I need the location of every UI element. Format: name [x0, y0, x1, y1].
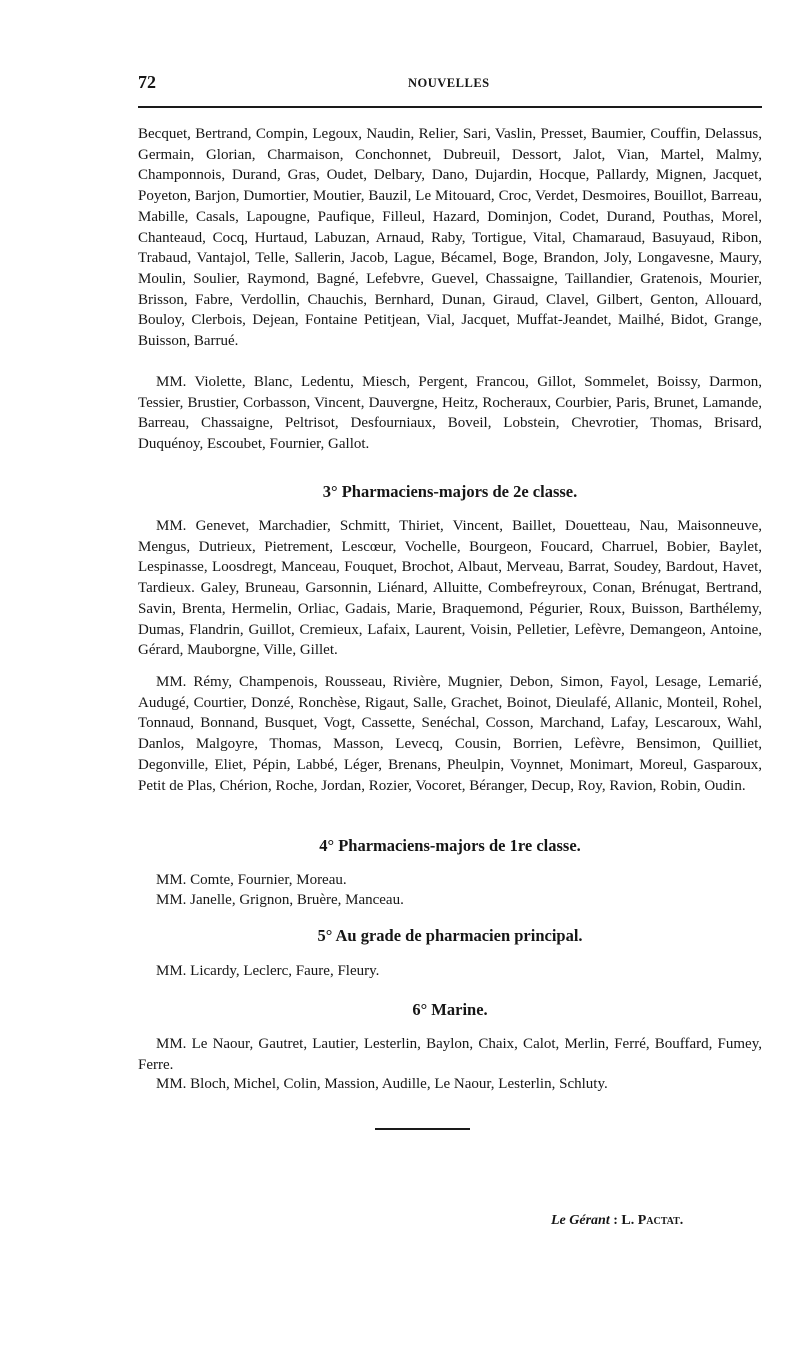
section-heading-5: 5° Au grade de pharmacien principal. [317, 926, 583, 945]
page-number: 72 [138, 72, 156, 92]
signature [551, 1213, 683, 1229]
paragraph-le-naour: MM. Le Naour, Gautret, Lautier, Lesterlin, Baylon, Chaix, Calot, Merlin, Ferré, Bouffard, Fumey, Ferre. [138, 1036, 762, 1073]
header-rule [138, 106, 762, 108]
paragraph-comte: MM. Comte, Fournier, Moreau. [156, 872, 347, 888]
section-heading-6: 6° Marine. [412, 1000, 488, 1019]
page-header [138, 72, 762, 94]
paragraph-licardy: MM. Licardy, Leclerc, Faure, Fleury. [156, 963, 380, 979]
paragraph-genevet: MM. Genevet, Marchadier, Schmitt, Thiriet, Vincent, Baillet, Douetteau, Nau, Maisonneuve, Mengus, Dutrieux, Pietrement, Lescœur, Vochelle, Bourgeon, Foucard, Charruel, Bobier, Baylet, Lespinasse, Loosdregt, Manceau, Fouquet, Brochot, Albaut, Merveau, Barrat, Soudey, Bardout, Havet, Tardieux. Galey, Bruneau, Garsonnin, Liénard, Alluitte, Combefreyroux, Conan, Brénugat, Bertrand, Savin, Brenta, Hermelin, Orliac, Gadais, Marie, Braquemond, Pégurier, Roux, Buisson, Barthélemy, Dumas, Flandrin, Guillot, Cremieux, Lafaix, Laurent, Voisin, Pelletier, Lefèvre, Demangeon, Antoine, Gérard, Mauborgne, Ville, Gillet. [138, 518, 762, 659]
section-heading-3: 3° Pharmaciens-majors de 2e classe. [322, 482, 578, 501]
signature-name: L. Pactat. [621, 1213, 684, 1228]
paragraph-remy: MM. Rémy, Champenois, Rousseau, Rivière, Mugnier, Debon, Simon, Fayol, Lesage, Lemarié, Audugé, Courtier, Donzé, Ronchèse, Rigaut, Salle, Grachet, Boinot, Dieulafé, Allanic, Monteil, Rohel, Tonnaud, Bonnand, Busquet, Vogt, Cassette, Senéchal, Cosson, Marchand, Lafay, Lescaroux, Wahl, Danlos, Malgoyre, Thomas, Masson, Levecq, Cousin, Borrien, Lefèvre, Bensimon, Quilliet, Degonville, Eliet, Pépin, Labbé, Léger, Brenans, Pheulpin, Voynnet, Monimart, Moreul, Gasparoux, Petit de Plas, Chérion, Roche, Jordan, Rozier, Vocoret, Béranger, Decup, Roy, Ravion, Robin, Oudin. [138, 674, 762, 794]
running-title: NOUVELLES [408, 76, 490, 90]
paragraph-violette: MM. Violette, Blanc, Ledentu, Miesch, Pergent, Francou, Gillot, Sommelet, Boissy, Darmon, Tessier, Brustier, Corbasson, Vincent, Dauvergne, Heitz, Rocheraux, Courbier, Paris, Brunet, Lamande, Barreau, Chassaigne, Peltrisot, Desfourniaux, Boveil, Lobstein, Chevrotier, Thomas, Brisard, Duquénoy, Escoubet, Fournier, Gallot. [138, 374, 762, 453]
paragraph-janelle: MM. Janelle, Grignon, Bruère, Manceau. [156, 892, 404, 908]
signature-label: Le Gérant [551, 1213, 610, 1228]
signature-separator: : [609, 1213, 622, 1228]
paragraph-continuation: Becquet, Bertrand, Compin, Legoux, Naudin, Relier, Sari, Vaslin, Presset, Baumier, Couffin, Delassus, Germain, Glorian, Charmaison, Conchonnet, Dubreuil, Dessort, Jalot, Vian, Martel, Malmy, Champonnois, Durand, Gras, Oudet, Delbary, Dano, Dujardin, Hocque, Pallardy, Mignen, Jacquet, Poyeton, Barjon, Dumortier, Moutier, Bauzil, Le Mitouard, Croc, Verdet, Desmoires, Bouillot, Barreau, Mabille, Casals, Lapougne, Paufique, Filleul, Hazard, Dominjon, Codet, Durand, Pouthas, Morel, Chanteaud, Cocq, Hurtaud, Labuzan, Arnaud, Raby, Tortigue, Vital, Chamaraud, Basuyaud, Ribon, Trabaud, Vantajol, Telle, Sallerin, Jacob, Lague, Bécamel, Boge, Brandon, Joly, Longavesne, Maury, Moulin, Soulier, Raymond, Bagné, Lefebvre, Guevel, Chassaigne, Taillandier, Gratenois, Mourier, Brisson, Fabre, Verdollin, Chauchis, Bernhard, Dunan, Giraud, Clavel, Gilbert, Genton, Allouard, Bouloy, Clerbois, Dejean, Fontaine Petitjean, Vial, Jacquet, Muffat-Jeandet, Mailhé, Bidot, Grange, Buisson, Barrué. [138, 126, 762, 350]
section-heading-4: 4° Pharmaciens-majors de 1re classe. [319, 836, 581, 855]
closing-rule [375, 1128, 470, 1130]
paragraph-bloch: MM. Bloch, Michel, Colin, Massion, Audille, Le Naour, Lesterlin, Schluty. [156, 1076, 608, 1092]
